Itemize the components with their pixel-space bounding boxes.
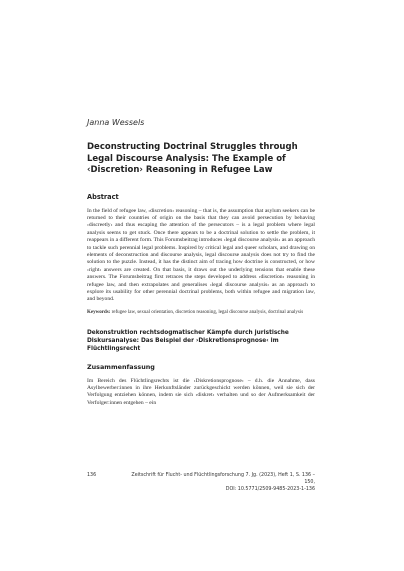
keywords (87, 310, 315, 317)
keywords-label: Keywords: (87, 309, 111, 315)
abstract-heading: Abstract (87, 192, 119, 201)
german-title: Dekonstruktion rechtsdogmatischer Kämpfe durch juristische Diskursanalyse: Das Beispiel der ›Diskretionsprognose‹ im Flüchtlingsrecht (87, 329, 289, 352)
page-number: 136 (87, 473, 97, 478)
german-abstract-text: Im Bereich des Flüchtlingsrechts ist die ›Diskretionsprognose‹ – d.h. die Annahme, dass Asylbewerber:innen in ihre Herkunftsländer zurückgeschickt werden können, weil sie sich der Verfolgung entziehen können, indem sie sich ›diskret‹ verhalten und so der Aufmerksamkeit der Verfolger:innen entgehen – ein (87, 377, 315, 406)
journal-citation-line: Zeitschrift für Flucht- und Flüchtlingsforschung 7. Jg. (2023), Heft 1, S. 136 – 150, (131, 473, 315, 485)
keywords-text: refugee law, sexual orientation, discretion reasoning, legal discourse analysis, doctrinal analysis (111, 309, 304, 315)
article-content (87, 118, 315, 407)
german-abstract-heading: Zusammenfassung (87, 362, 155, 371)
abstract-text: In the field of refugee law, ‹discretion› reasoning – that is, the assumption that asylum seekers can be returned to their countries of origin on the basis that they can avoid persecution by behaving ‹discreetly› and thus escaping the attention of the persecutors – is a legal problem where legal analysis seems to get stuck. Once there appears to be a doctrinal solution to settle the problem, it reappears in a different form. This Forumsbeitrag introduces ‹legal discourse analysis› as an approach to tackle such perennial legal problems. Inspired by critical legal and queer scholars, and drawing on elements of deconstruction and discourse analysis, legal discourse analysis does not try to find the solution to the puzzle. Instead, it has the distinct aim of tracing how doctrine is constructed, or how ‹right› answers are created. On that basis, it draws out the underlying tensions that enable these answers. The Forumsbeitrag first retraces the steps developed to address ‹discretion› reasoning in refugee law, and then extrapolates and generalises ‹legal discourse analysis› as an approach to explore its usability for other perennial doctrinal problems, both within refugee and migration law, and beyond. (87, 207, 315, 303)
article-title: Deconstructing Doctrinal Struggles through Legal Discourse Analysis: The Example of ‹Discretion› Reasoning in Refugee Law (87, 142, 298, 175)
journal-doi: DOI: 10.5771/2509-9485-2023-1-136 (225, 487, 315, 492)
author-name: Janna Wessels (87, 118, 145, 127)
journal-citation (125, 472, 315, 493)
